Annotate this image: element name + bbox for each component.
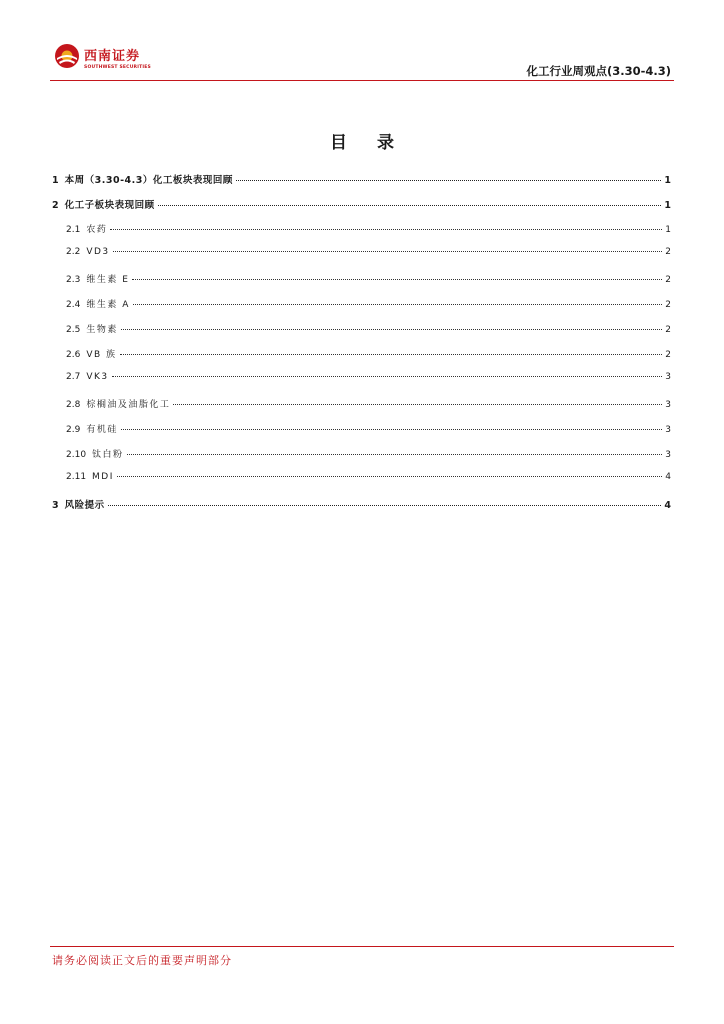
toc-entry-number: 2.4 xyxy=(66,300,81,310)
toc-entry-page: 2 xyxy=(665,300,671,310)
toc-entry[interactable] xyxy=(66,447,671,460)
toc-entry-page: 4 xyxy=(665,472,671,482)
toc-entry-label: 风险提示 xyxy=(64,500,105,511)
toc-entry-label: VK3 xyxy=(86,372,109,382)
toc-entry-label: 钛白粉 xyxy=(92,450,124,460)
toc-dot-leader xyxy=(112,376,662,377)
toc-entry-number: 2.9 xyxy=(66,425,81,435)
page-header xyxy=(0,0,724,82)
toc-entry-label: 棕榈油及油脂化工 xyxy=(86,400,171,410)
report-title: 化工行业周观点(3.30-4.3) xyxy=(526,64,671,78)
toc-entry-label: 有机硅 xyxy=(86,425,118,435)
toc-dot-leader xyxy=(127,454,662,455)
toc-entry[interactable] xyxy=(66,247,671,257)
toc-entry-number: 2.7 xyxy=(66,372,81,382)
toc-dot-leader xyxy=(236,180,662,181)
toc-entry[interactable] xyxy=(52,497,671,511)
toc-entry-number: 2 xyxy=(52,200,59,211)
toc-entry[interactable] xyxy=(66,422,671,435)
company-logo xyxy=(54,43,154,75)
footer-divider xyxy=(50,946,674,947)
toc-dot-leader xyxy=(108,505,662,506)
toc-entry-label: 维生素 A xyxy=(86,300,130,310)
toc-entry[interactable] xyxy=(66,272,671,285)
toc-entry-label: 本周（3.30-4.3）化工板块表现回顾 xyxy=(64,175,233,186)
toc-entry-page: 3 xyxy=(665,450,671,460)
toc-entry-label: 维生素 E xyxy=(86,275,130,285)
toc-dot-leader xyxy=(110,229,662,230)
toc-entry[interactable] xyxy=(52,172,671,186)
toc-entry-label: VD3 xyxy=(86,247,110,257)
toc-entry-number: 2.11 xyxy=(66,472,87,482)
toc-entry-label: 农药 xyxy=(86,225,108,235)
toc-entry-page: 3 xyxy=(665,425,671,435)
toc-entry-label: 化工子板块表现回顾 xyxy=(64,200,155,211)
toc-dot-leader xyxy=(158,205,662,206)
toc-entry-number: 3 xyxy=(52,500,59,511)
logo-text-cn: 西南证券 xyxy=(84,49,141,64)
toc-entry-label: MDI xyxy=(92,472,114,482)
toc-entry[interactable] xyxy=(66,472,671,482)
toc-dot-leader xyxy=(132,279,662,280)
toc-entry-number: 2.5 xyxy=(66,325,81,335)
toc-entry-number: 1 xyxy=(52,175,59,186)
toc-entry-page: 3 xyxy=(665,372,671,382)
toc-entry[interactable] xyxy=(66,222,671,235)
toc-dot-leader xyxy=(121,429,662,430)
toc-entry[interactable] xyxy=(66,322,671,335)
toc-dot-leader xyxy=(117,476,662,477)
toc-entry-page: 2 xyxy=(665,247,671,257)
logo-text-en: SOUTHWEST SECURITIES xyxy=(84,65,151,70)
toc-entry-number: 2.10 xyxy=(66,450,87,460)
logo-emblem-icon xyxy=(54,43,80,69)
footer-disclaimer: 请务必阅读正文后的重要声明部分 xyxy=(52,954,232,967)
toc-entry-page: 4 xyxy=(664,500,671,511)
toc-entry-page: 2 xyxy=(665,350,671,360)
toc-dot-leader xyxy=(133,304,662,305)
toc-entry-page: 1 xyxy=(665,225,671,235)
toc-dot-leader xyxy=(120,354,662,355)
toc-entry-number: 2.1 xyxy=(66,225,81,235)
header-divider xyxy=(50,80,674,81)
toc-entry-page: 2 xyxy=(665,275,671,285)
toc-entry[interactable] xyxy=(52,197,671,211)
toc-entry[interactable] xyxy=(66,397,671,410)
toc-entry-page: 3 xyxy=(665,400,671,410)
toc-entry-label: 生物素 xyxy=(86,325,118,335)
toc-entry-number: 2.8 xyxy=(66,400,81,410)
toc-entry-page: 1 xyxy=(664,175,671,186)
toc-dot-leader xyxy=(173,404,662,405)
toc-entry[interactable] xyxy=(66,297,671,310)
toc-entry[interactable] xyxy=(66,372,671,382)
toc-dot-leader xyxy=(113,251,662,252)
toc-entry-number: 2.3 xyxy=(66,275,81,285)
toc-entry-number: 2.2 xyxy=(66,247,81,257)
toc-entry-page: 2 xyxy=(665,325,671,335)
toc-entry-number: 2.6 xyxy=(66,350,81,360)
toc-dot-leader xyxy=(121,329,662,330)
toc-entry-page: 1 xyxy=(664,200,671,211)
toc-entry-label: VB 族 xyxy=(86,350,117,360)
toc-title: 目 录 xyxy=(330,133,406,153)
toc-entry[interactable] xyxy=(66,347,671,360)
